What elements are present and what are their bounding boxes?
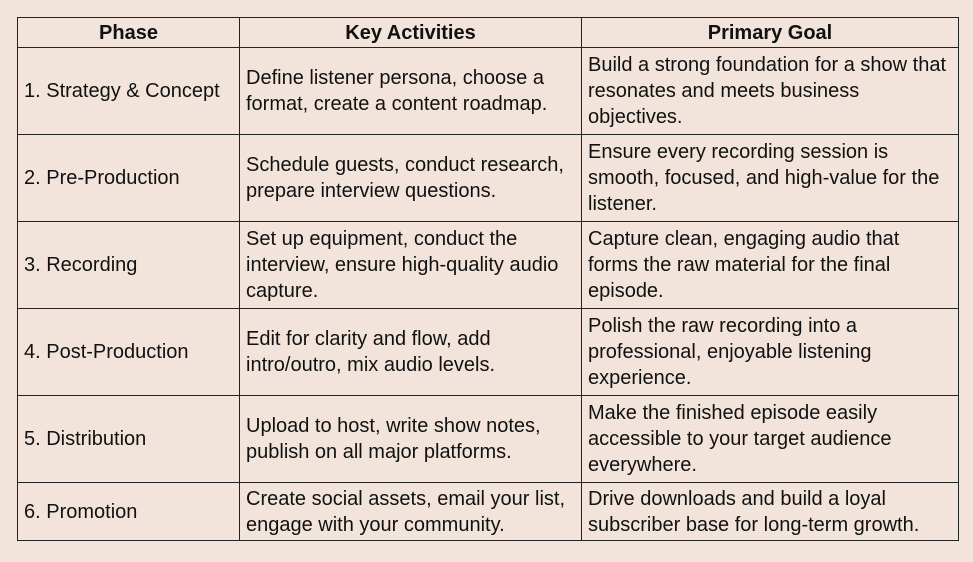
podcast-phases-table-container xyxy=(17,17,959,541)
activities-cell: Define listener persona, choose a format, create a content roadmap. xyxy=(240,48,582,135)
goal-cell: Build a strong foundation for a show that resonates and meets business objectives. xyxy=(582,48,959,135)
phase-cell: 2. Pre-Production xyxy=(18,135,240,222)
activities-cell: Set up equipment, conduct the interview, ensure high-quality audio capture. xyxy=(240,222,582,309)
header-phase: Phase xyxy=(18,18,240,48)
goal-cell: Polish the raw recording into a professional, enjoyable listening experience. xyxy=(582,309,959,396)
header-key-activities: Key Activities xyxy=(240,18,582,48)
table-row xyxy=(18,396,959,483)
activities-cell: Schedule guests, conduct research, prepare interview questions. xyxy=(240,135,582,222)
activities-cell: Upload to host, write show notes, publish on all major platforms. xyxy=(240,396,582,483)
goal-cell: Ensure every recording session is smooth, focused, and high-value for the listener. xyxy=(582,135,959,222)
table-row xyxy=(18,48,959,135)
header-primary-goal: Primary Goal xyxy=(582,18,959,48)
activities-cell: Create social assets, email your list, engage with your community. xyxy=(240,483,582,541)
table-body xyxy=(18,48,959,541)
phase-cell: 3. Recording xyxy=(18,222,240,309)
phase-cell: 4. Post-Production xyxy=(18,309,240,396)
activities-cell: Edit for clarity and flow, add intro/outro, mix audio levels. xyxy=(240,309,582,396)
table-row xyxy=(18,135,959,222)
table-row xyxy=(18,483,959,541)
table-row xyxy=(18,309,959,396)
header-row xyxy=(18,18,959,48)
goal-cell: Capture clean, engaging audio that forms the raw material for the final episode. xyxy=(582,222,959,309)
phase-cell: 5. Distribution xyxy=(18,396,240,483)
table-row xyxy=(18,222,959,309)
phase-cell: 6. Promotion xyxy=(18,483,240,541)
goal-cell: Make the finished episode easily accessible to your target audience everywhere. xyxy=(582,396,959,483)
podcast-phases-table xyxy=(17,17,959,541)
table-header xyxy=(18,18,959,48)
goal-cell: Drive downloads and build a loyal subscriber base for long-term growth. xyxy=(582,483,959,541)
phase-cell: 1. Strategy & Concept xyxy=(18,48,240,135)
